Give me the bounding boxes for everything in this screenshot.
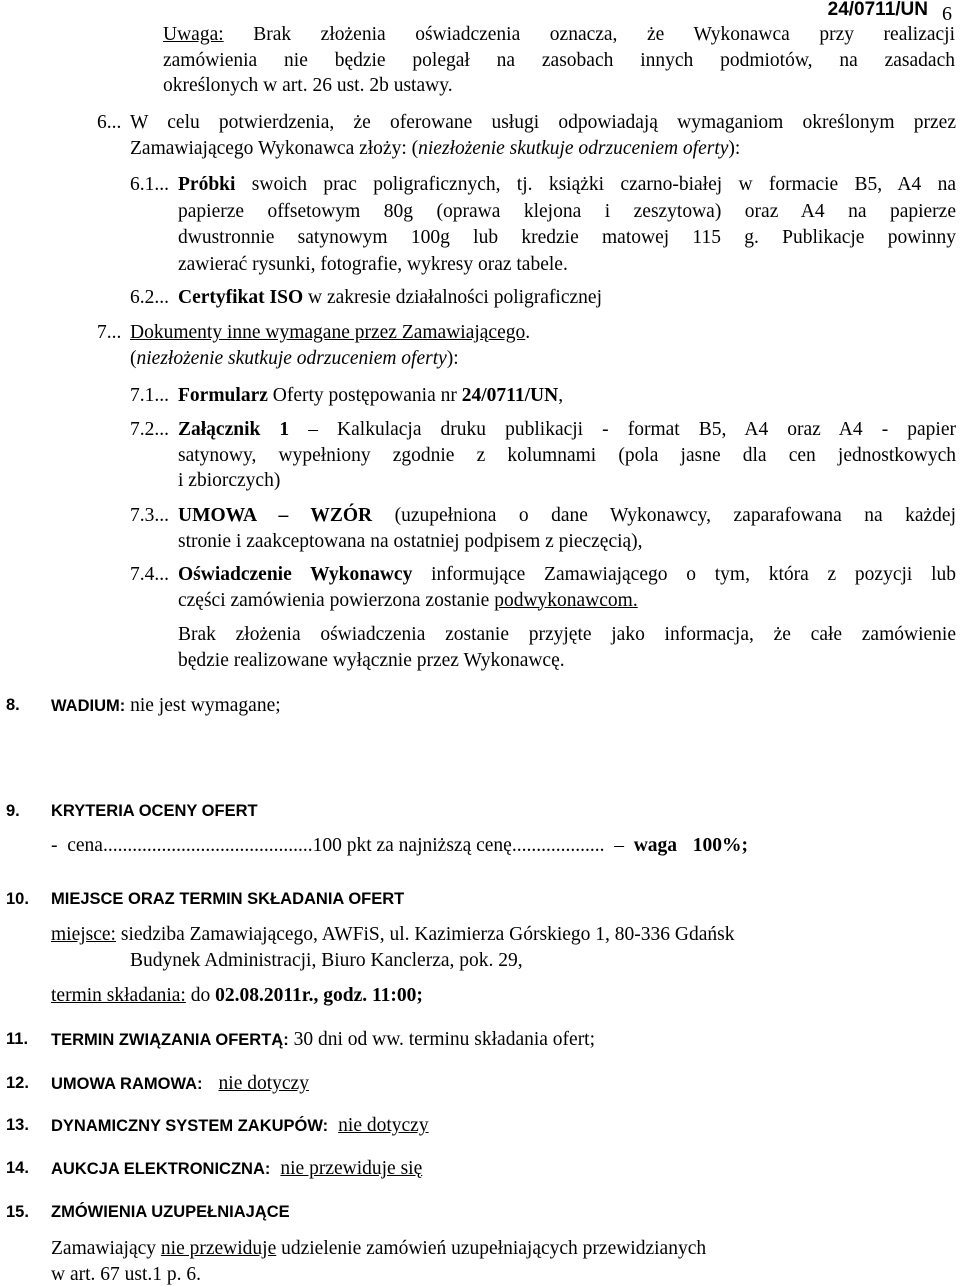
uwaga-line-1: Brak złożenia oświadczenia oznacza, że Wykonawca przy realizacji xyxy=(253,24,955,45)
item-6-1-title: Próbki xyxy=(178,174,236,195)
item-7-3-number: 7.3... xyxy=(130,505,169,526)
page-number: 6 xyxy=(942,3,952,25)
section-11-number: 11. xyxy=(6,1030,29,1048)
document-number: 24/0711/UN xyxy=(827,0,928,20)
item-7-1-number: 7.1... xyxy=(130,385,169,406)
item-7-2-number: 7.2... xyxy=(130,419,169,440)
page-header xyxy=(828,0,952,23)
section-12-number: 12. xyxy=(6,1074,29,1092)
item-6-2-text: Certyfikat ISO w zakresie działalności poligraficznej xyxy=(178,287,602,308)
item-7-2-text: Załącznik 1 – Kalkulacja druku publikacji - format B5, A4 oraz A4 - papier satynowy, wypełniony zgodnie z kolumnami (pola jasne dla cen jednostkowych i zbiorczych) xyxy=(178,419,956,491)
item-6-1-text: Próbki swoich prac poligraficznych, tj. książki czarno-białej w formacie B5, A4 na papierze offsetowym 80g (oprawa klejona i zeszytowa) oraz A4 na papierze dwustronnie satynowym 100g lub kredzie matowej 115 g. Publikacje powinny zawierać rysunki, fotografie, wykresy oraz tabele. xyxy=(178,174,956,275)
item-6-2-title: Certyfikat ISO xyxy=(178,287,304,308)
section-15-text: Zamawiający nie przewiduje udzielenie zamówień uzupełniających przewidzianych w art. 67 ust.1 p. 6. xyxy=(51,1238,707,1285)
section-10-place: miejsce: siedziba Zamawiającego, AWFiS, ul. Kazimierza Górskiego 1, 80-336 Gdańsk Budynek Administracji, Biuro Kanclerza, pok. 29, xyxy=(51,924,735,971)
section-10-number: 10. xyxy=(6,890,29,908)
item-7-4-note: Brak złożenia oświadczenia zostanie przyjęte jako informacja, że całe zamówienie będzie realizowane wyłącznie przez Wykonawcę. xyxy=(178,624,956,671)
section-9-number: 9. xyxy=(6,802,20,820)
section-7-text: Dokumenty inne wymagane przez Zamawiającego. (niezłożenie skutkuje odrzuceniem oferty): xyxy=(130,322,531,369)
section-13-number: 13. xyxy=(6,1116,29,1134)
section-10-deadline: termin składania: do 02.08.2011r., godz. 11:00; xyxy=(51,985,423,1006)
item-7-3-text: UMOWA – WZÓR (uzupełniona o dane Wykonawcy, zaparafowana na każdej stronie i zaakceptowana na ostatniej podpisem z pieczęcią), xyxy=(178,505,957,552)
item-6-1-number: 6.1... xyxy=(130,174,169,195)
item-7-4-text: Oświadczenie Wykonawcy informujące Zamawiającego o tym, która z pozycji lub części zamówienia powierzona zostanie podwykonawcom. xyxy=(178,564,956,611)
section-7-number: 7... xyxy=(97,322,122,343)
section-15-number: 15. xyxy=(6,1203,29,1221)
section-8-text: WADIUM: nie jest wymagane; xyxy=(51,695,281,716)
item-7-4-number: 7.4... xyxy=(130,564,169,585)
section-13-text: DYNAMICZNY SYSTEM ZAKUPÓW: nie dotyczy xyxy=(51,1115,429,1136)
section-6-number: 6... xyxy=(97,112,122,133)
uwaga-label: Uwaga: xyxy=(163,24,224,45)
section-12-text: UMOWA RAMOWA: nie dotyczy xyxy=(51,1073,309,1094)
section-6-text xyxy=(130,110,956,161)
section-6-line-2: Zamawiającego Wykonawca złoży: (niezłożenie skutkuje odrzuceniem oferty): xyxy=(130,137,741,159)
section-9-criteria: - cena...........................................100 pkt za najniższą cenę................... – waga 100%; xyxy=(51,835,749,856)
uwaga-line-2: zamówienia nie będzie polegał na zasobach innych podmiotów, na zasadach xyxy=(163,49,955,71)
section-7-title: Dokumenty inne wymagane przez Zamawiającego xyxy=(130,322,526,343)
uwaga-paragraph xyxy=(163,22,955,99)
section-8-number: 8. xyxy=(6,696,20,714)
section-14-number: 14. xyxy=(6,1159,29,1177)
item-6-2-number: 6.2... xyxy=(130,287,169,308)
section-11-text: TERMIN ZWIĄZANIA OFERTĄ: 30 dni od ww. terminu składania ofert; xyxy=(51,1029,596,1050)
uwaga-line-3: określonych w art. 26 ust. 2b ustawy. xyxy=(163,75,453,96)
section-9-title: KRYTERIA OCENY OFERT xyxy=(51,802,258,820)
section-10-title: MIEJSCE ORAZ TERMIN SKŁADANIA OFERT xyxy=(51,890,405,908)
section-14-text: AUKCJA ELEKTRONICZNA: nie przewiduje się xyxy=(51,1158,423,1179)
section-15-title: ZMÓWIENIA UZUPEŁNIAJĄCE xyxy=(51,1203,290,1221)
item-7-1-text: Formularz Oferty postępowania nr 24/0711/UN, xyxy=(178,385,564,406)
section-6-line-1: W celu potwierdzenia, że oferowane usługi odpowiadają wymaganiom określonym przez xyxy=(130,112,956,133)
